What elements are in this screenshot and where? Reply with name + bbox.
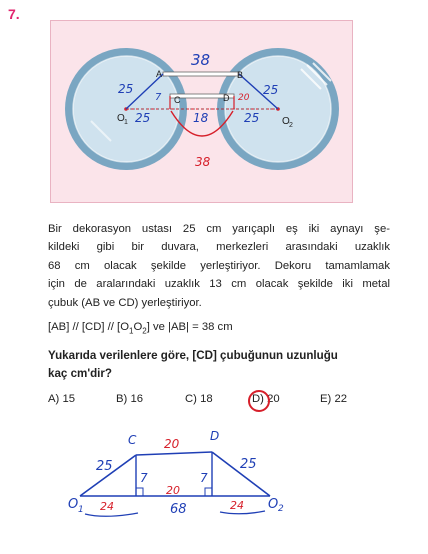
figure-label-c: C [174,95,181,105]
sketch-label-o1-sub: 1 [78,505,84,515]
note-left-height: 7 [155,92,162,103]
figure-label-a: A [156,69,163,79]
paragraph-line: kildeki gibi bir duvara, merkezleri arasındaki uzaklık [48,241,390,254]
figure-label-o1: O [117,113,125,124]
figure-label-o2-sub: 2 [289,122,293,129]
option-a[interactable] [48,393,75,405]
sketch-top-left: C [128,433,137,447]
paragraph-line: 68 cm olacak şekilde yerleştiriyor. Dekoru tamamlamak [48,259,390,272]
note-bottom: 38 [195,155,211,169]
option-value: 18 [200,393,213,405]
paragraph-line: Bir dekorasyon ustası 25 cm yarıçaplı eş iki aynayı şe- [48,223,390,235]
option-value: 22 [334,393,348,405]
sketch-bottom-left-segment: 24 [100,500,114,513]
question-number: 7. [8,6,20,22]
mirrors-illustration [50,20,353,203]
rod-ab [163,72,239,76]
sketch-height-left: 7 [140,471,148,485]
option-value: 15 [62,393,76,405]
paragraph-line: için de aralarındaki uzaklık 13 cm olacak şekilde iki metal [48,278,390,291]
sketch-label-o2-sub: 2 [278,504,284,514]
sketch-bottom-total: 68 [170,502,187,517]
given-part: [AB] // [CD] // [O [48,321,129,333]
answer-circle-mark [246,388,272,414]
sketch-label-o2: O [268,497,279,512]
problem-paragraph [48,220,390,312]
note-middle: 18 [193,111,209,125]
sketch-top-right: D [210,429,220,443]
figure-top-length: 38 [191,51,211,69]
option-c[interactable] [185,393,213,405]
note-right-radius: 25 [263,83,279,97]
option-letter: B) [116,393,128,405]
given-statement [48,321,233,335]
option-value: 20 [267,393,280,405]
handwritten-sketch [60,420,290,545]
note-left-radius: 25 [118,82,134,96]
sketch-right-side: 25 [240,457,257,472]
sketch-label-o1: O [68,497,79,512]
sketch-top-length: 20 [164,437,180,451]
sketch-bottom-right-segment: 24 [230,499,244,512]
sketch-left-side: 25 [96,459,113,474]
figure-label-d: D [223,93,230,103]
paragraph-line: çubuk (AB ve CD) yerleştiriyor. [48,296,202,309]
option-letter: C) [185,393,197,405]
given-part: O [133,321,143,333]
question-line: Yukarıda verilenlere göre, [CD] çubuğunun uzunluğu [48,349,338,362]
option-value: 16 [130,393,144,405]
given-sub: 2 [142,326,147,336]
option-b[interactable] [116,393,143,405]
option-letter: A) [48,393,60,405]
figure-label-o1-sub: 1 [124,119,128,126]
figure-label-b: B [237,70,244,80]
note-right-segment: 20 [238,93,250,103]
given-sub: 1 [128,326,134,336]
question-text [48,347,393,383]
note-left-base: 25 [135,111,151,125]
sketch-mid-value: 20 [166,484,180,497]
option-e[interactable] [320,393,347,405]
question-line: kaç cm'dir? [48,367,112,380]
given-part: ] ve |AB| = 38 cm [146,321,233,333]
option-letter: D) [252,393,264,405]
answer-options [48,393,368,411]
note-right-base: 25 [244,111,260,125]
figure-label-o2: O [282,116,290,127]
sketch-height-right: 7 [200,471,208,485]
option-letter: E) [320,393,332,405]
